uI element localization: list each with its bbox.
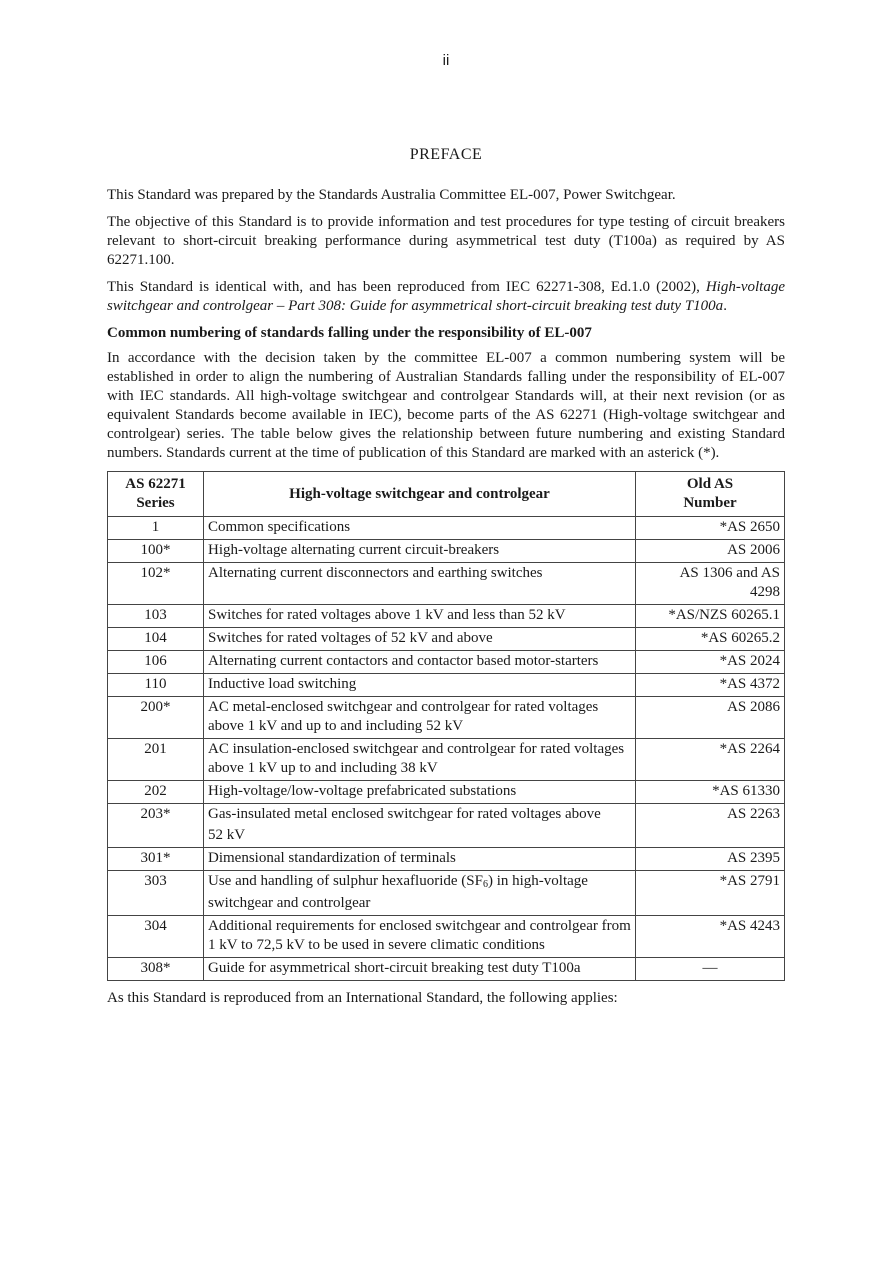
table-row: [108, 651, 785, 674]
table-row: [108, 563, 785, 605]
subscript: 6: [482, 879, 488, 890]
section-subheading: Common numbering of standards falling under the responsibility of EL-007: [107, 325, 592, 341]
title-cell: Common specifications: [204, 517, 636, 540]
title-text: Gas-insulated metal enclosed switchgear for rated voltages above: [208, 806, 601, 822]
paragraph-identity: [107, 278, 785, 316]
page-title: PREFACE: [409, 146, 483, 163]
document-body: [107, 146, 785, 1016]
old-number-cell: *AS 2650: [636, 517, 785, 540]
table-row: [108, 739, 785, 781]
old-number-cell: AS 1306 and AS 4298: [636, 563, 785, 605]
table-row: [108, 628, 785, 651]
title-cell: Inductive load switching: [204, 674, 636, 697]
old-number-cell: —: [636, 958, 785, 981]
old-number-cell: *AS 4243: [636, 916, 785, 958]
series-cell: 301*: [108, 848, 204, 871]
paragraph-numbering: In accordance with the decision taken by the committee EL-007 a common numbering system will be established in order to align the numbering of Australian Standards falling under the responsibility of EL-007 with IEC standards. All high-voltage switchgear and controlgear Standards will, at their next revision (or as equivalent Standards become available in IEC), become parts of the AS 62271 (High-voltage switchgear and controlgear) series. The table below gives the relationship between future numbering and existing Standard numbers. Standards current at the time of publication of this Standard are marked with an asterick (*).: [107, 350, 785, 461]
identity-lead: This Standard is identical with, and has been reproduced from IEC 62271-308, Ed.1.0 (2002),: [107, 279, 706, 295]
series-cell: 104: [108, 628, 204, 651]
series-cell: 106: [108, 651, 204, 674]
table-header-row: [108, 472, 785, 517]
series-cell: 201: [108, 739, 204, 781]
old-number-cell: AS 2086: [636, 697, 785, 739]
title-cell: Alternating current contactors and contactor based motor-starters: [204, 651, 636, 674]
series-cell: 203*: [108, 804, 204, 848]
paragraph-committee: This Standard was prepared by the Standards Australia Committee EL-007, Power Switchgear.: [107, 187, 676, 203]
page-number: ii: [442, 52, 450, 69]
header-series: AS 62271 Series: [108, 472, 204, 517]
series-cell: 102*: [108, 563, 204, 605]
series-cell: 303: [108, 871, 204, 916]
series-cell: 308*: [108, 958, 204, 981]
identity-end: .: [723, 298, 727, 314]
series-cell: 100*: [108, 540, 204, 563]
series-cell: 202: [108, 781, 204, 804]
title-cell: AC metal-enclosed switchgear and controlgear for rated voltages above 1 kV and up to and including 52 kV: [204, 697, 636, 739]
table-row: [108, 781, 785, 804]
table-row: [108, 605, 785, 628]
old-number-cell: AS 2395: [636, 848, 785, 871]
iec-title: High-voltage switchgear and controlgear – Part 308: Guide for asymmetrical short-circuit breaking test duty T100a: [107, 279, 785, 314]
series-cell: 103: [108, 605, 204, 628]
title-cell: Dimensional standardization of terminals: [204, 848, 636, 871]
title-cell: Guide for asymmetrical short-circuit breaking test duty T100a: [204, 958, 636, 981]
title-text-continued: 52 kV: [208, 827, 246, 843]
series-cell: 200*: [108, 697, 204, 739]
series-cell: 110: [108, 674, 204, 697]
table-row: [108, 540, 785, 563]
title-cell: High-voltage/low-voltage prefabricated substations: [204, 781, 636, 804]
title-cell: Use and handling of sulphur hexafluoride $(SF_6)$ in high-voltage switchgear and controlgear: [204, 871, 636, 916]
series-cell: 304: [108, 916, 204, 958]
old-number-cell: AS 2263: [636, 804, 785, 848]
old-number-cell: *AS 2791: [636, 871, 785, 916]
table-row: [108, 871, 785, 916]
title-cell: High-voltage alternating current circuit-breakers: [204, 540, 636, 563]
header-title: High-voltage switchgear and controlgear: [204, 472, 636, 517]
series-cell: 1: [108, 517, 204, 540]
title-cell: Additional requirements for enclosed switchgear and controlgear from 1 kV to 72,5 kV to be used in severe climatic conditions: [204, 916, 636, 958]
table-row: [108, 916, 785, 958]
old-number-cell: *AS 60265.2: [636, 628, 785, 651]
table-row: [108, 848, 785, 871]
old-number-cell: *AS/NZS 60265.1: [636, 605, 785, 628]
old-number-cell: *AS 4372: [636, 674, 785, 697]
header-old-number: Old AS Number: [636, 472, 785, 517]
title-cell: [204, 804, 636, 848]
old-number-cell: *AS 61330: [636, 781, 785, 804]
old-number-cell: *AS 2264: [636, 739, 785, 781]
table-row: [108, 697, 785, 739]
table-row: [108, 958, 785, 981]
paragraph-international: As this Standard is reproduced from an International Standard, the following applies:: [107, 990, 618, 1006]
numbering-table: [107, 471, 785, 981]
table-row: [108, 674, 785, 697]
title-cell: Alternating current disconnectors and earthing switches: [204, 563, 636, 605]
old-number-cell: *AS 2024: [636, 651, 785, 674]
table-row: [108, 804, 785, 848]
paragraph-objective: The objective of this Standard is to provide information and test procedures for type testing of circuit breakers relevant to short-circuit breaking performance during asymmetrical test duty (T100a) as required by AS 62271.100.: [107, 214, 785, 268]
table-row: [108, 517, 785, 540]
title-cell: Switches for rated voltages of 52 kV and above: [204, 628, 636, 651]
title-cell: Switches for rated voltages above 1 kV and less than 52 kV: [204, 605, 636, 628]
old-number-cell: AS 2006: [636, 540, 785, 563]
title-cell: AC insulation-enclosed switchgear and controlgear for rated voltages above 1 kV up to and including 38 kV: [204, 739, 636, 781]
